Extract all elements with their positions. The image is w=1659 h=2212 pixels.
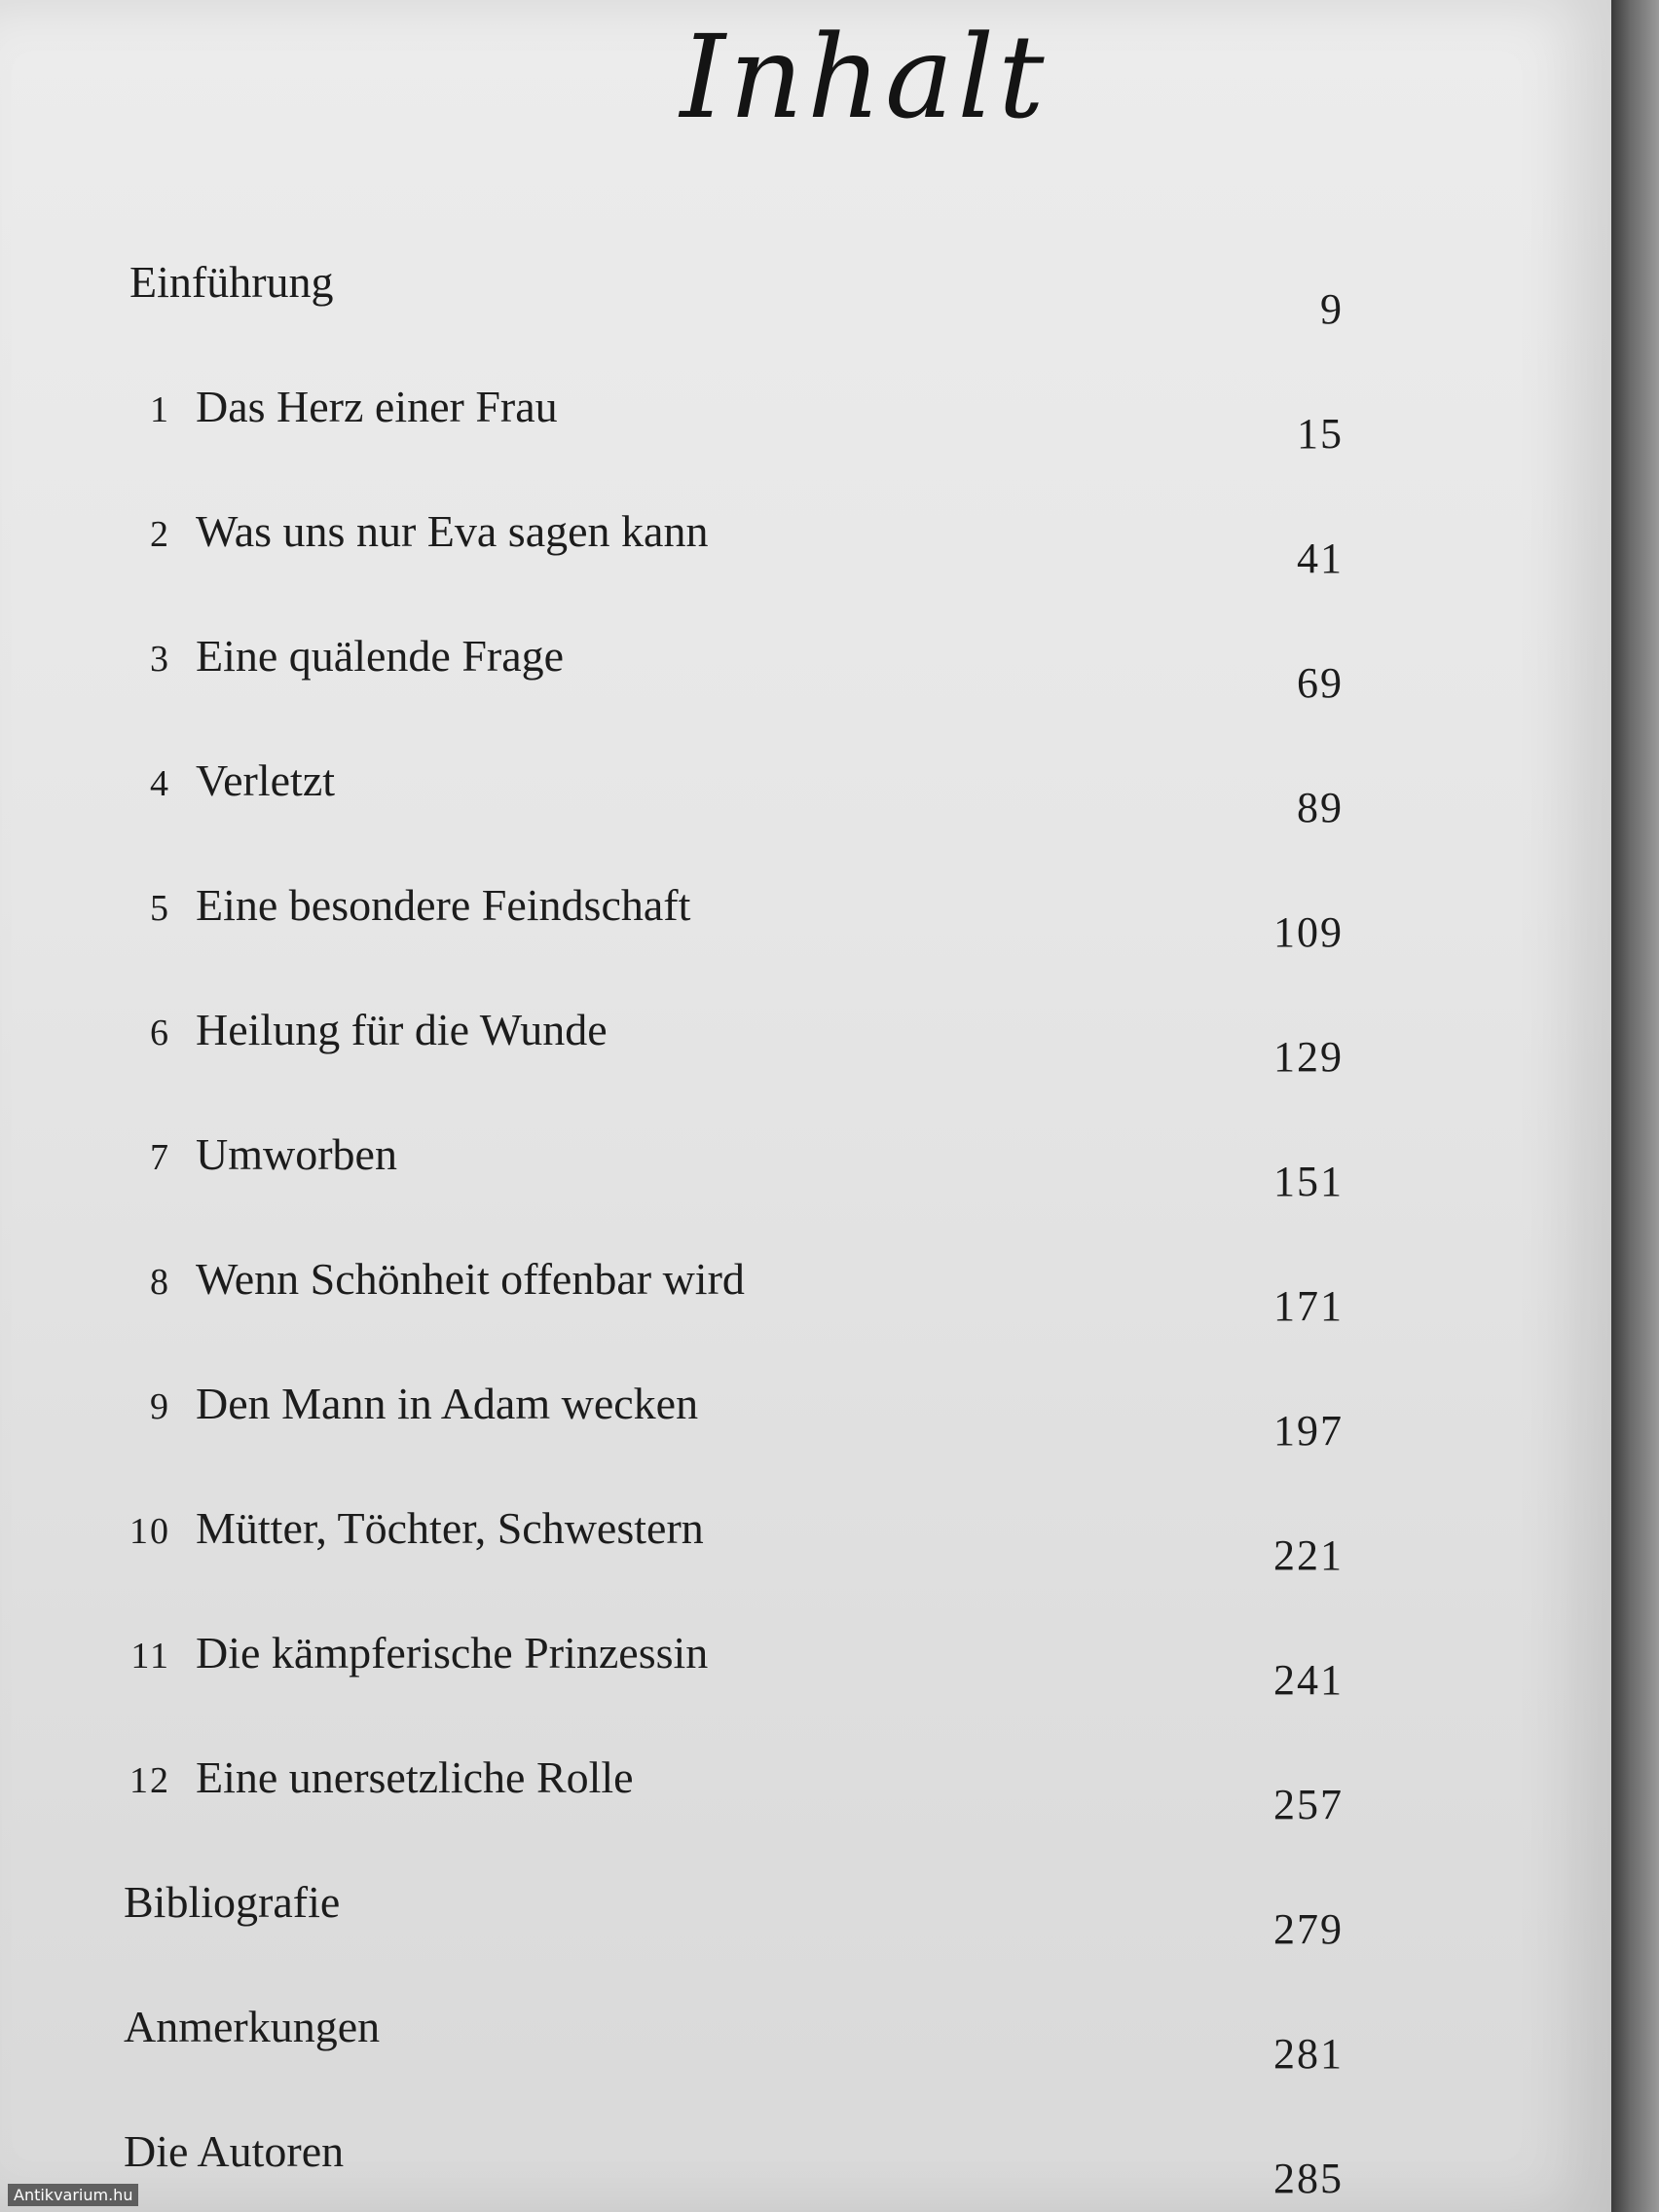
- toc-row-chapter: [122, 629, 1344, 711]
- chapter-number: 1: [150, 389, 170, 430]
- toc-row-chapter: [122, 754, 1344, 835]
- toc-title: [0, 10, 1611, 156]
- toc-row-chapter: [122, 380, 1344, 461]
- toc-label: Mütter, Töchter, Schwestern: [196, 1503, 704, 1553]
- toc-page-number: 241: [1273, 1656, 1344, 1704]
- toc-page-number: 281: [1273, 2030, 1344, 2078]
- toc-label: Die Autoren: [124, 2126, 345, 2176]
- toc-page-number: 285: [1273, 2155, 1344, 2202]
- toc-page-number: 171: [1273, 1282, 1344, 1330]
- page-edge-shadow: [1611, 0, 1659, 2212]
- toc-label: Wenn Schönheit offenbar wird: [196, 1254, 745, 1304]
- chapter-number: 3: [150, 639, 170, 680]
- toc-row-chapter: [122, 878, 1344, 960]
- toc-label: Umworben: [196, 1129, 397, 1179]
- toc-row-intro: [129, 255, 1344, 337]
- toc-label: Eine unersetzliche Rolle: [196, 1752, 634, 1802]
- chapter-number: 8: [150, 1262, 170, 1303]
- toc-page-number: 109: [1273, 908, 1344, 956]
- toc-row-chapter: [122, 1003, 1344, 1085]
- chapter-number: 5: [150, 888, 170, 929]
- toc-page-number: 151: [1273, 1158, 1344, 1205]
- chapter-number: 11: [130, 1636, 170, 1677]
- toc-row-chapter: [122, 1252, 1344, 1334]
- toc-label: Heilung für die Wunde: [196, 1005, 608, 1054]
- toc-page-number: 41: [1297, 535, 1344, 582]
- toc-row-chapter: [122, 1127, 1344, 1209]
- toc-page-number: 221: [1273, 1531, 1344, 1579]
- toc-row-authors: [124, 2124, 1344, 2206]
- toc-label: Was uns nur Eva sagen kann: [196, 506, 709, 556]
- toc-page-number: 15: [1297, 410, 1344, 458]
- watermark: Antikvarium.hu: [8, 2184, 138, 2206]
- toc-row-chapter: [122, 504, 1344, 586]
- toc-title-text: Inhalt: [680, 10, 1049, 144]
- toc-row-bibliography: [124, 1875, 1344, 1957]
- toc-label: Eine quälende Frage: [196, 631, 565, 681]
- toc-row-chapter: [122, 1626, 1344, 1708]
- toc-page-number: 279: [1273, 1905, 1344, 1953]
- toc-page-number: 129: [1273, 1033, 1344, 1081]
- toc-row-notes: [124, 2000, 1344, 2082]
- toc-label: Eine besondere Feindschaft: [196, 880, 691, 930]
- toc-page-number: 257: [1273, 1781, 1344, 1828]
- toc-label: Die kämpferische Prinzessin: [196, 1628, 709, 1677]
- toc-page-number: 69: [1297, 659, 1344, 707]
- toc-label: Das Herz einer Frau: [196, 382, 558, 431]
- chapter-number: 10: [129, 1511, 170, 1552]
- toc-row-chapter: [122, 1501, 1344, 1583]
- toc-label: Bibliografie: [124, 1877, 341, 1927]
- chapter-number: 6: [150, 1013, 170, 1053]
- chapter-number: 9: [150, 1386, 170, 1427]
- toc-label: Verletzt: [196, 756, 336, 805]
- toc-page-number: 89: [1297, 784, 1344, 831]
- chapter-number: 7: [150, 1137, 170, 1178]
- toc-label: Anmerkungen: [124, 2002, 381, 2051]
- toc-row-chapter: [122, 1751, 1344, 1832]
- chapter-number: 4: [150, 763, 170, 804]
- chapter-number: 2: [150, 514, 170, 555]
- toc-label: Einführung: [129, 257, 334, 307]
- chapter-number: 12: [129, 1760, 170, 1801]
- toc-page-number: 9: [1320, 285, 1344, 333]
- toc-page-number: 197: [1273, 1407, 1344, 1455]
- toc-row-chapter: [122, 1377, 1344, 1458]
- toc-label: Den Mann in Adam wecken: [196, 1379, 699, 1428]
